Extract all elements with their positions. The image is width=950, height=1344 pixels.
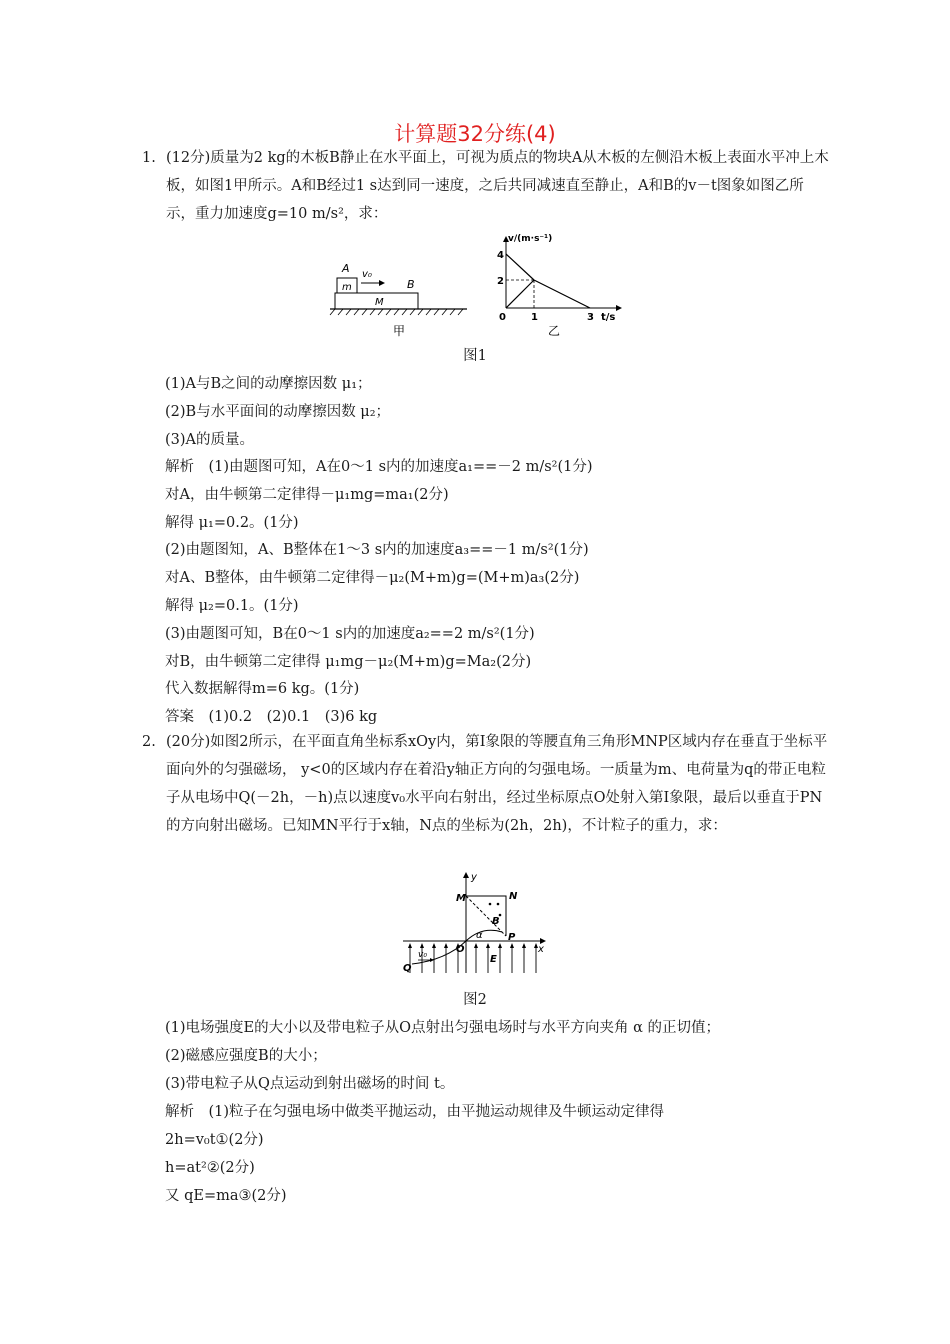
q1-solution-line: 解得 μ₁=0.2。(1分) [165,515,299,531]
v-axis-label: v/(m·s⁻¹) [508,234,553,244]
q2-solution-line: 又 qE=ma③(2分) [165,1188,287,1204]
q1-sub-1: (1)A与B之间的动摩擦因数 μ₁； [165,376,372,392]
label-alpha: α [476,930,483,941]
figure-1-caption: 图1 [463,348,487,364]
label-e: E [490,954,497,965]
label-v0: v₀ [418,950,427,960]
q1-solution-line: 对A，由牛顿第二定律得－μ₁mg=ma₁(2分) [165,487,449,503]
q2-solution-line: 解析 (1)粒子在匀强电场中做类平抛运动，由平抛运动规律及牛顿运动定律得 [165,1104,665,1120]
label-y: y [471,872,477,883]
q2-sub-2: (2)磁感应强度B的大小； [165,1048,327,1064]
question-2-number: 2. [142,734,156,750]
q1-solution-line: (2)由题图知，A、B整体在1～3 s内的加速度a₃==－1 m/s²(1分) [165,542,589,558]
label-b: B [492,916,500,927]
line-common [534,280,590,308]
field-dot [497,903,500,906]
tick-1: 1 [531,312,538,323]
page-title: 计算题32分练(4) [394,122,556,146]
q2-sub-3: (3)带电粒子从Q点运动到射出磁场的时间 t。 [165,1076,455,1092]
question-1-number: 1. [142,150,156,166]
figure-1-yi [488,230,628,340]
label-a: A [342,262,350,275]
q2-sub-1: (1)电场强度E的大小以及带电粒子从O点射出匀强电场时与水平方向夹角 α 的正切值； [165,1020,721,1036]
question-2 [142,728,832,840]
field-arrowheads [408,943,538,948]
y-axis-arrow [463,872,469,878]
q1-solution-line: 代入数据解得m=6 kg。(1分) [165,681,360,697]
q2-solution-line: 2h=v₀t①(2分) [165,1132,264,1148]
v0-arrowhead [430,958,434,962]
label-v0: v₀ [362,269,372,280]
label-n: N [509,891,518,902]
tick-4: 4 [497,250,504,261]
label-p: P [508,932,516,943]
label-m: M [456,893,466,904]
tick-0: 0 [499,312,506,323]
fig-jia-caption: 甲 [393,324,406,338]
q1-sub-3: (3)A的质量。 [165,432,255,448]
q1-solution-line: 解得 μ₂=0.1。(1分) [165,598,299,614]
line-a [506,254,534,280]
field-lines [410,944,536,973]
label-b: B [407,278,415,291]
question-1 [142,144,832,228]
tick-2: 2 [497,276,504,287]
t-axis-label: t/s [601,312,616,323]
figure-2 [398,868,553,978]
label-q: Q [403,963,412,974]
question-2-text: (20分)如图2所示，在平面直角坐标系xOy内，第Ⅰ象限的等腰直角三角形MNP区域内存在垂直于坐标平面向外的匀强磁场， y<0的区域内存在着沿y轴正方向的匀强电场。一质量为m、电荷量为q的带正电粒子从电场中Q(－2h，－h)点以速度v₀水平向右射出，经过坐标原点O处射入第Ⅰ象限，最后以垂直于PN的方向射出磁场。已知MN平行于x轴，N点的坐标为(2h，2h)，不计粒子的重力，求： [166,734,828,834]
line-b [506,280,534,308]
label-o: O [456,944,465,955]
fig-yi-caption: 乙 [548,324,561,338]
label-big-m: M [375,297,384,308]
label-m: m [342,282,352,293]
figure-1-jia [325,255,475,340]
velocity-arrowhead [379,280,385,286]
figure-2-caption: 图2 [463,992,487,1008]
question-1-text: (12分)质量为2 kg的木板B静止在水平面上，可视为质点的物块A从木板的左侧沿木板上表面水平冲上木板，如图1甲所示。A和B经过1 s达到同一速度，之后共同减速直至静止，A和B的v－t图象如图乙所示，重力加速度g=10 m/s²，求： [166,150,829,222]
q1-solution-line: (3)由题图可知，B在0～1 s内的加速度a₂==2 m/s²(1分) [165,626,535,642]
q1-solution-line: 对B，由牛顿第二定律得 μ₁mg－μ₂(M+m)g=Ma₂(2分) [165,654,532,670]
q1-sub-2: (2)B与水平面间的动摩擦因数 μ₂； [165,404,391,420]
t-axis-arrow [616,305,622,311]
ground-hatch [330,309,463,315]
q1-solution-line: 解析 (1)由题图可知，A在0～1 s内的加速度a₁==－2 m/s²(1分) [165,459,593,475]
tick-3: 3 [587,312,594,323]
q2-solution-line: h=at²②(2分) [165,1160,255,1176]
field-dot [489,903,492,906]
label-x: x [538,944,544,955]
q1-solution-line: 对A、B整体，由牛顿第二定律得－μ₂(M+m)g=(M+m)a₃(2分) [165,570,580,586]
q1-answer: 答案 (1)0.2 (2)0.1 (3)6 kg [165,709,378,725]
